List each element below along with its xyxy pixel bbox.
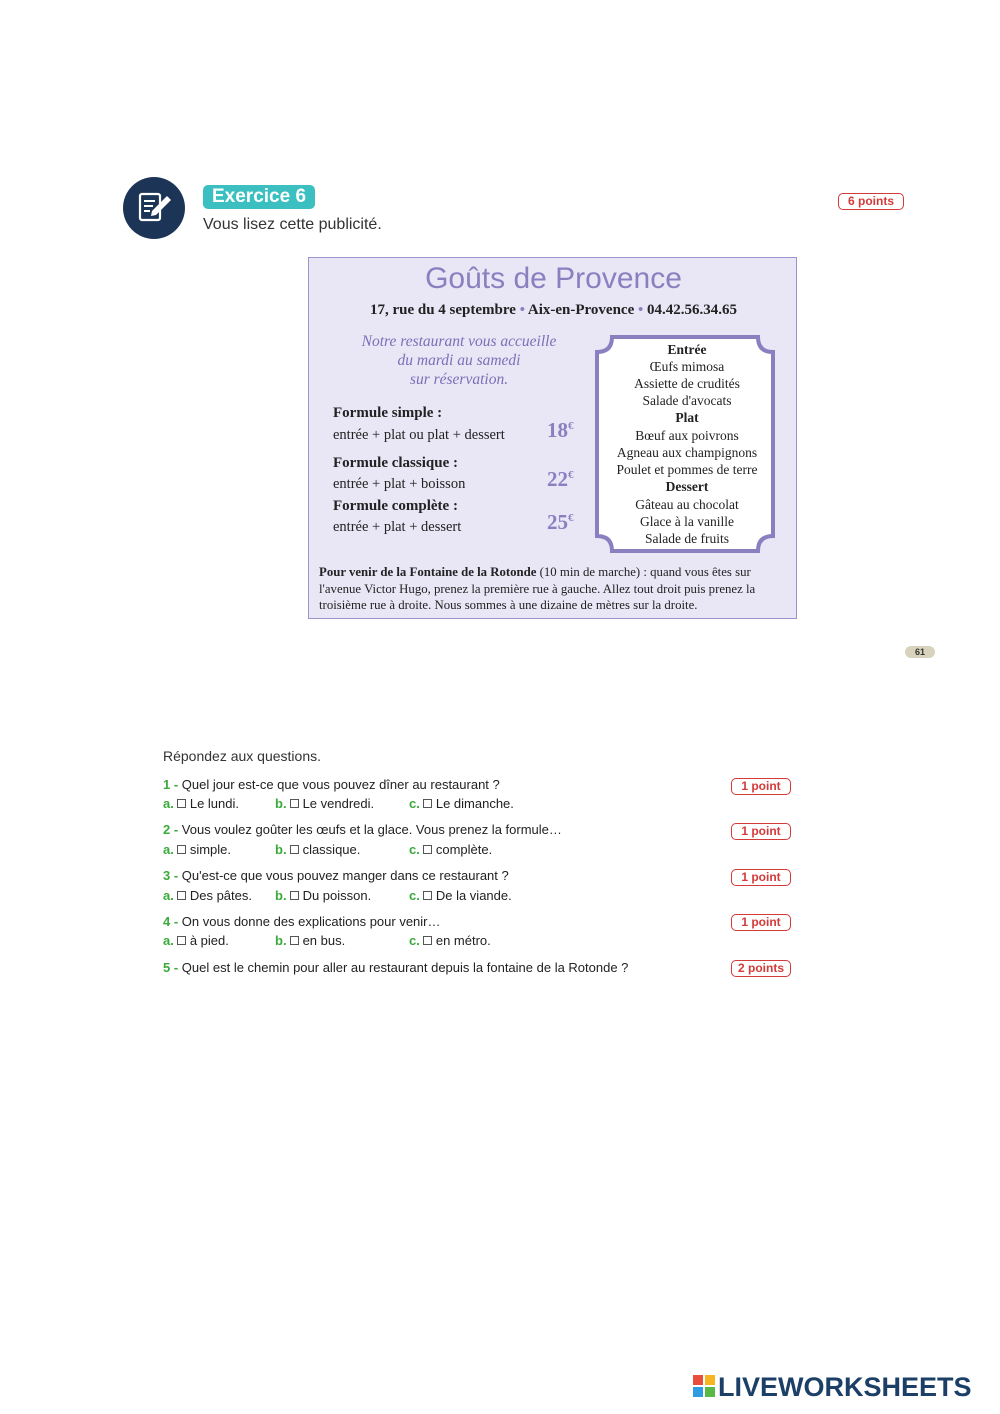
q1-option-b[interactable]: b. Le vendredi. [275, 796, 375, 811]
exercise-icon-circle [123, 177, 185, 239]
liveworksheets-brand[interactable]: LIVEWORKSHEETS [718, 1372, 972, 1402]
q2-option-c[interactable]: c. complète. [409, 842, 493, 857]
advert-welcome [339, 332, 579, 389]
checkbox[interactable] [177, 936, 186, 945]
restaurant-advert [308, 257, 797, 619]
checkbox[interactable] [423, 891, 432, 900]
q2-option-a[interactable]: a. simple. [163, 842, 232, 857]
formula-complete-desc: entrée + plat + dessert [333, 519, 462, 535]
welcome-line: Notre restaurant vous accueille [361, 333, 557, 350]
liveworksheets-logo-icon [693, 1375, 715, 1397]
checkbox[interactable] [290, 845, 299, 854]
advert-address: 17, rue du 4 septembre • Aix-en-Provence • 04.42.56.34.65 [369, 302, 738, 318]
pencil-paper-icon [137, 190, 173, 226]
q1-option-a[interactable]: a. Le lundi. [163, 796, 239, 811]
exercise-label: Exercice 6 [203, 185, 315, 209]
questions-instructions: Répondez aux questions. [163, 748, 321, 764]
checkbox[interactable] [290, 799, 299, 808]
menu-heading-plat: Plat [675, 410, 699, 425]
menu-item: Gâteau au chocolat [635, 497, 739, 512]
checkbox[interactable] [177, 799, 186, 808]
checkbox[interactable] [423, 799, 432, 808]
page-number: 61 [905, 646, 935, 658]
checkbox[interactable] [177, 891, 186, 900]
question-2: 2 - Vous voulez goûter les œufs et la glace. Vous prenez la formule… [163, 822, 562, 837]
checkbox[interactable] [423, 936, 432, 945]
q4-option-c[interactable]: c. en métro. [409, 933, 491, 948]
q4-option-b[interactable]: b. en bus. [275, 933, 346, 948]
question-5: 5 - Quel est le chemin pour aller au restaurant depuis la fontaine de la Rotonde ? [163, 960, 629, 975]
total-points-badge: 6 points [838, 193, 904, 210]
question-5-points: 2 points [731, 960, 791, 977]
advert-directions: Pour venir de la Fontaine de la Rotonde (10 min de marche) : quand vous êtes sur l'avenue Victor Hugo, prenez la première rue à gauche. Allez tout droit puis prenez la troisième rue à droite. Nous sommes à une dizaine de mètres sur la droite. [319, 565, 756, 612]
checkbox[interactable] [177, 845, 186, 854]
formula-classique-desc: entrée + plat + boisson [333, 476, 466, 492]
checkbox[interactable] [290, 891, 299, 900]
menu-item: Glace à la vanille [639, 514, 735, 529]
formula-classique-name: Formule classique : [333, 455, 458, 471]
checkbox[interactable] [423, 845, 432, 854]
formula-simple-name: Formule simple : [333, 405, 443, 421]
formula-complete-name: Formule complète : [333, 498, 458, 514]
formula-classique-price: 22€ [547, 467, 574, 491]
checkbox[interactable] [290, 936, 299, 945]
formula-complete-price: 25€ [547, 510, 574, 534]
formula-simple-price: 18€ [547, 418, 574, 442]
q3-option-c[interactable]: c. De la viande. [409, 888, 512, 903]
q2-option-b[interactable]: b. classique. [275, 842, 361, 857]
question-1-points: 1 point [731, 778, 791, 795]
question-4: 4 - On vous donne des explications pour venir… [163, 914, 441, 929]
menu-item: Bœuf aux poivrons [635, 428, 739, 443]
address-phone: 04.42.56.34.65 [647, 302, 738, 318]
menu-item: Poulet et pommes de terre [616, 462, 758, 477]
menu-item: Assiette de crudités [634, 376, 740, 391]
advert-title: Goûts de Provence [425, 262, 682, 295]
question-1: 1 - Quel jour est-ce que vous pouvez dîner au restaurant ? [163, 777, 500, 792]
question-2-points: 1 point [731, 823, 791, 840]
q3-option-a[interactable]: a. Des pâtes. [163, 888, 252, 903]
address-city: Aix-en-Provence [527, 302, 635, 318]
welcome-line: sur réservation. [409, 371, 509, 388]
intro-text: Vous lisez cette publicité. [203, 216, 382, 233]
q1-option-c[interactable]: c. Le dimanche. [409, 796, 514, 811]
menu-item: Salade d'avocats [642, 393, 732, 408]
menu-heading-entree: Entrée [667, 342, 707, 357]
formula-simple-desc: entrée + plat ou plat + dessert [333, 427, 505, 443]
q3-option-b[interactable]: b. Du poisson. [275, 888, 372, 903]
menu-item: Salade de fruits [645, 531, 729, 546]
menu-heading-dessert: Dessert [665, 479, 709, 494]
question-3-points: 1 point [731, 869, 791, 886]
welcome-line: du mardi au samedi [397, 352, 521, 369]
question-4-points: 1 point [731, 914, 791, 931]
q4-option-a[interactable]: a. à pied. [163, 933, 229, 948]
menu-item: Œufs mimosa [649, 359, 725, 374]
question-3: 3 - Qu'est-ce que vous pouvez manger dans ce restaurant ? [163, 868, 509, 883]
menu-item: Agneau aux champignons [616, 445, 758, 460]
address-street: 17, rue du 4 septembre [369, 302, 516, 318]
